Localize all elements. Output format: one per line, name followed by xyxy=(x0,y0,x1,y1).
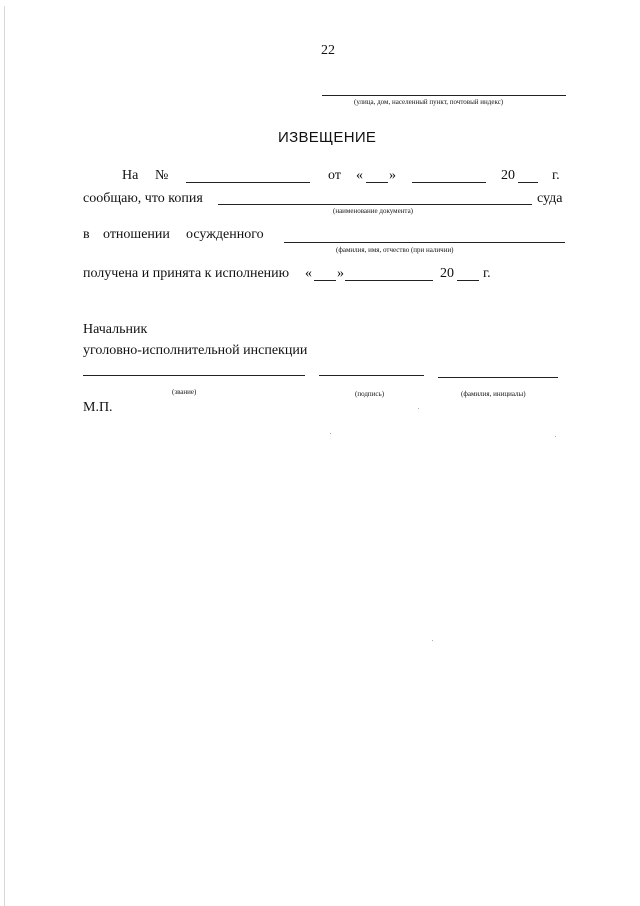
year-field-line-2 xyxy=(457,280,479,281)
stamp-place: М.П. xyxy=(83,400,113,415)
label-osuzhdennogo: осужденного xyxy=(186,227,264,242)
quote-open: « xyxy=(356,168,363,183)
day-field-line-2 xyxy=(314,280,336,281)
address-line xyxy=(322,95,566,96)
rank-caption: (звание) xyxy=(172,388,197,396)
number-sign: № xyxy=(155,168,169,183)
label-court: суда xyxy=(537,191,563,206)
convict-name-caption: (фамилия, имя, отчество (при наличии) xyxy=(336,246,454,254)
label-ot: от xyxy=(328,168,341,183)
scan-speck xyxy=(432,640,433,641)
scan-speck xyxy=(555,436,556,437)
label-otnoshenii: отношении xyxy=(103,227,170,242)
address-caption: (улица, дом, населенный пункт, почтовый индекс) xyxy=(354,98,504,106)
scan-speck xyxy=(330,433,331,434)
document-name-line xyxy=(218,204,532,205)
document-name-caption: (наименование документа) xyxy=(333,207,414,215)
signature-caption: (подпись) xyxy=(355,390,385,398)
month-field-line-2 xyxy=(345,280,433,281)
name-line xyxy=(438,377,558,378)
label-received: получена и принята к исполнению xyxy=(83,266,290,281)
quote-open-2: « xyxy=(305,266,312,281)
year-prefix: 20 xyxy=(501,168,515,183)
number-field-line xyxy=(186,182,310,183)
year-prefix-2: 20 xyxy=(440,266,454,281)
month-field-line xyxy=(412,182,486,183)
scan-speck xyxy=(418,408,419,409)
quote-close-2: » xyxy=(337,266,344,281)
signature-line xyxy=(319,375,424,376)
year-field-line xyxy=(518,182,538,183)
page-left-edge xyxy=(4,6,5,906)
label-copy: сообщаю, что копия xyxy=(83,191,203,206)
role-subtitle: уголовно-исполнительной инспекции xyxy=(83,343,308,358)
label-v: в xyxy=(83,227,90,242)
rank-line xyxy=(83,375,305,376)
day-field-line xyxy=(366,182,388,183)
role-title: Начальник xyxy=(83,322,148,337)
quote-close: » xyxy=(389,168,396,183)
convict-name-line xyxy=(284,242,565,243)
year-suffix: г. xyxy=(552,168,560,183)
name-caption: (фамилия, инициалы) xyxy=(461,390,526,398)
page-number: 22 xyxy=(321,43,335,58)
document-title: ИЗВЕЩЕНИЕ xyxy=(278,129,377,146)
label-na: На xyxy=(122,168,139,183)
year-suffix-2: г. xyxy=(483,266,491,281)
